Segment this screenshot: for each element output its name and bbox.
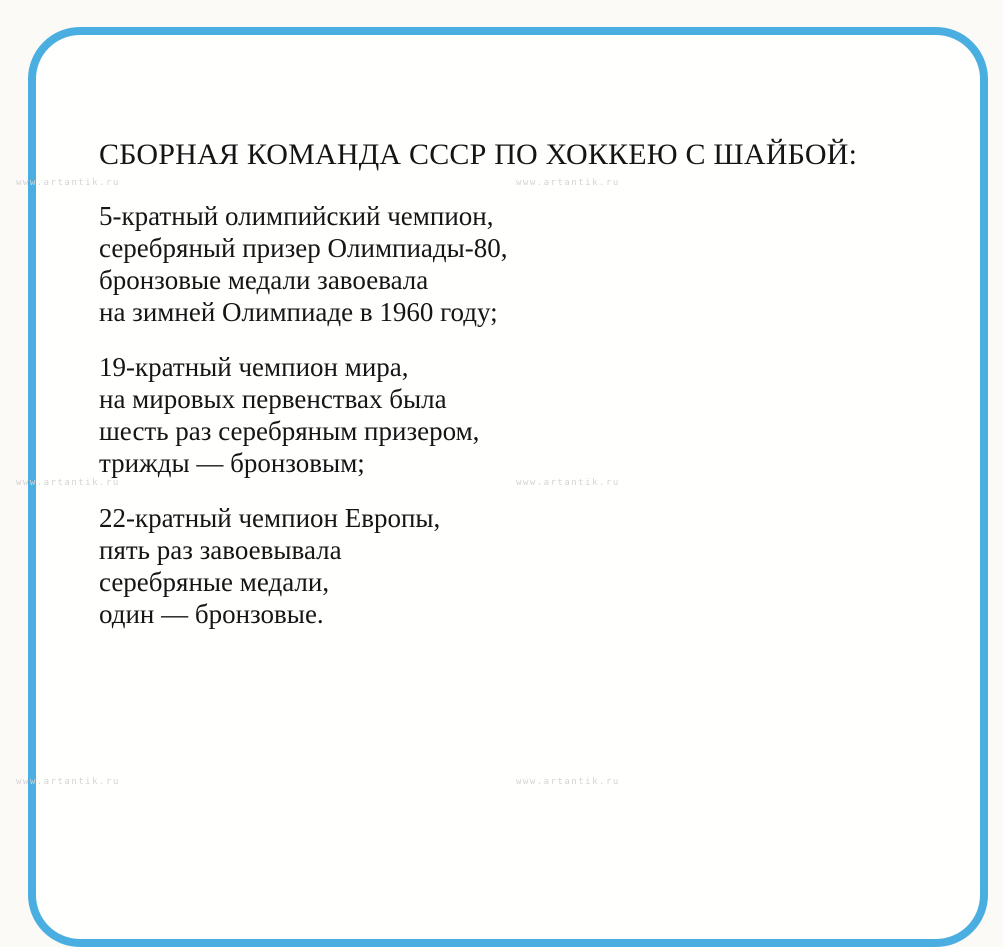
watermark-text: www.artantik.ru [16,777,120,787]
paragraph-olympics [99,200,959,328]
text-line: один — бронзовые. [99,599,324,629]
watermark-text: www.artantik.ru [516,178,620,188]
text-line: 22-кратный чемпион Европы, [99,503,441,533]
text-line: серебряный призер Олимпиады-80, [99,233,508,263]
text-line: на мировых первенствах была [99,384,447,414]
document-title: СБОРНАЯ КОМАНДА СССР ПО ХОККЕЮ С ШАЙБОЙ: [99,138,858,171]
text-line: 19-кратный чемпион мира, [99,352,409,382]
document-body [99,138,959,653]
text-line: пять раз завоевывала [99,535,342,565]
paragraph-world-championships [99,351,959,479]
watermark-text: www.artantik.ru [16,178,120,188]
text-line: 5-кратный олимпийский чемпион, [99,201,494,231]
text-line: трижды — бронзовым; [99,448,365,478]
paragraph-european-championships [99,502,959,630]
text-line: бронзовые медали завоевала [99,265,429,295]
watermark-text: www.artantik.ru [516,478,620,488]
text-line: на зимней Олимпиаде в 1960 году; [99,297,498,327]
watermark-text: www.artantik.ru [516,777,620,787]
text-line: серебряные медали, [99,567,330,597]
watermark-text: www.artantik.ru [16,478,120,488]
text-line: шесть раз серебряным призером, [99,416,480,446]
